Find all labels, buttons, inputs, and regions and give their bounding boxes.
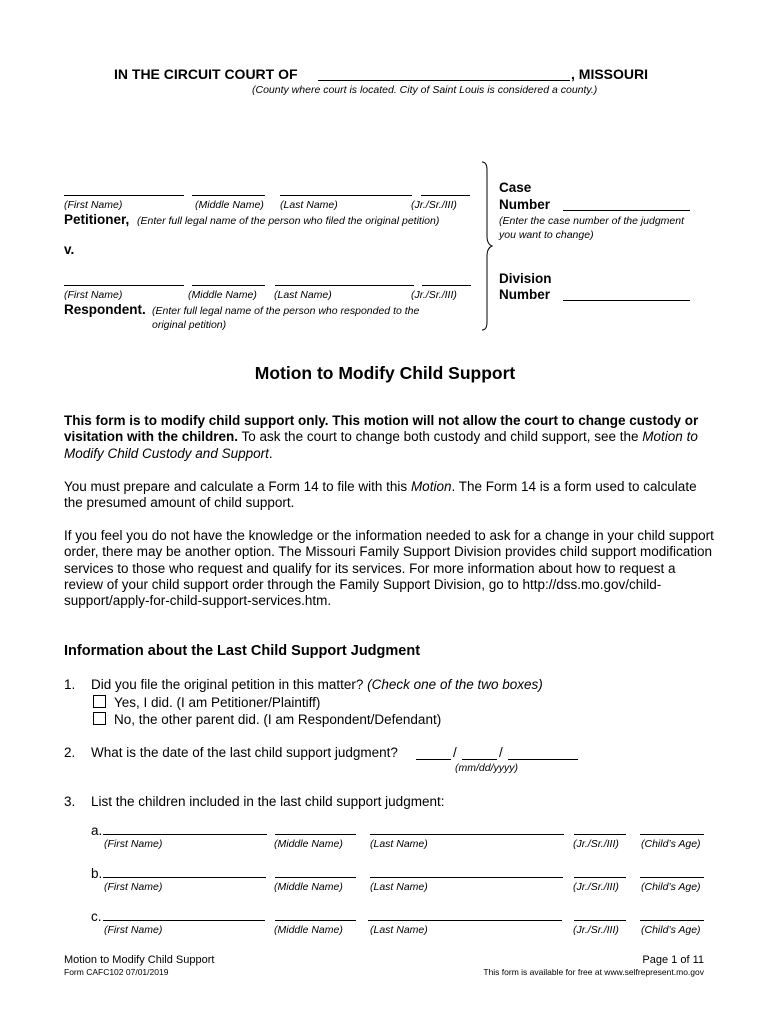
footer-page-number: Page 1 of 11	[642, 954, 704, 966]
respondent-suffix-label: (Jr./Sr./III)	[411, 289, 457, 301]
respondent-first-label: (First Name)	[64, 289, 123, 301]
county-blank[interactable]	[318, 80, 570, 81]
division-label-1: Division	[499, 271, 552, 286]
child-c-middle-blank[interactable]	[275, 920, 356, 921]
child-b-last-label: (Last Name)	[370, 881, 428, 893]
case-label-2: Number	[499, 197, 551, 212]
petitioner-suffix-blank[interactable]	[421, 195, 470, 196]
child-c-last-label: (Last Name)	[370, 924, 428, 936]
petitioner-suffix-label: (Jr./Sr./III)	[411, 199, 457, 211]
checkbox-no[interactable]	[93, 712, 106, 725]
child-b-suffix-label: (Jr./Sr./III)	[573, 881, 619, 893]
petitioner-first-label: (First Name)	[64, 199, 123, 211]
respondent-first-blank[interactable]	[64, 285, 184, 286]
footer-title: Motion to Modify Child Support	[64, 954, 215, 966]
child-c-first-blank[interactable]	[103, 920, 265, 921]
child-c-age-label: (Child’s Age)	[641, 924, 701, 936]
division-number-blank[interactable]	[563, 300, 690, 301]
child-b-age-label: (Child’s Age)	[641, 881, 701, 893]
respondent-last-label: (Last Name)	[274, 289, 332, 301]
section-heading: Information about the Last Child Support Judgment	[64, 643, 421, 659]
intro-paragraph-3: If you feel you do not have the knowledge or the information needed to ask for a change in your child support order, there may be another option. The Missouri Family Support Division provides child support modification services to those who request and qualify for its services. For more information about how to request a review of your child support order through the Family Support Division, go to http://dss.mo.gov/child-support/apply-for-child-support-services.htm.	[64, 528, 714, 609]
petitioner-last-label: (Last Name)	[280, 199, 338, 211]
child-a-middle-blank[interactable]	[275, 834, 356, 835]
child-c-last-blank[interactable]	[368, 920, 562, 921]
date-year-blank[interactable]	[508, 759, 578, 760]
respondent-suffix-blank[interactable]	[422, 285, 471, 286]
court-note: (County where court is located. City of Saint Louis is considered a county.)	[252, 84, 598, 96]
child-b-middle-blank[interactable]	[275, 877, 356, 878]
checkbox-yes[interactable]	[93, 695, 106, 708]
child-c-first-label: (First Name)	[104, 924, 163, 936]
child-a-suffix-blank[interactable]	[574, 834, 626, 835]
petitioner-label: Petitioner,	[64, 212, 130, 227]
date-month-blank[interactable]	[416, 759, 451, 760]
q3-number: 3.	[64, 794, 76, 809]
intro-paragraph-2	[64, 479, 704, 512]
respondent-middle-label: (Middle Name)	[188, 289, 257, 301]
intro-p1-end: .	[268, 445, 273, 461]
child-c-age-blank[interactable]	[640, 920, 704, 921]
child-c-suffix-blank[interactable]	[574, 920, 626, 921]
date-slash-1: /	[453, 745, 457, 760]
child-a-last-blank[interactable]	[370, 834, 564, 835]
q1-option-yes-label: Yes, I did. (I am Petitioner/Plaintiff)	[114, 695, 321, 710]
q1-question: Did you file the original petition in this matter?	[91, 677, 368, 692]
case-note-1: (Enter the case number of the judgment	[499, 215, 685, 227]
child-a-last-label: (Last Name)	[370, 838, 428, 850]
court-heading-right: , MISSOURI	[571, 66, 649, 82]
intro-paragraph-1	[64, 413, 710, 462]
child-a-first-blank[interactable]	[103, 834, 267, 835]
case-note-2: you want to change)	[499, 229, 594, 241]
child-b-first-blank[interactable]	[103, 877, 266, 878]
division-label-2: Number	[499, 287, 551, 302]
q1-option-no[interactable]	[93, 712, 441, 728]
date-slash-2: /	[499, 745, 503, 760]
petitioner-middle-blank[interactable]	[192, 195, 265, 196]
caption-brace	[478, 160, 496, 332]
q1-instruction: (Check one of the two boxes)	[367, 677, 543, 692]
child-b-middle-label: (Middle Name)	[274, 881, 343, 893]
child-b-suffix-blank[interactable]	[574, 877, 626, 878]
intro-p2-italic: Motion	[410, 479, 452, 494]
respondent-label: Respondent.	[64, 302, 146, 317]
versus-label: v.	[64, 242, 75, 257]
case-number-blank[interactable]	[563, 210, 690, 211]
case-label-1: Case	[499, 180, 532, 195]
child-a-age-label: (Child’s Age)	[641, 838, 701, 850]
child-c-middle-label: (Middle Name)	[274, 924, 343, 936]
child-b-letter: b.	[91, 866, 103, 881]
intro-p1-bold: This form is to modify child support only. This motion will not allow the court to change custody or visitation with the children.	[64, 413, 699, 445]
respondent-last-blank[interactable]	[275, 285, 414, 286]
petitioner-note: (Enter full legal name of the person who filed the original petition)	[137, 215, 440, 227]
child-a-middle-label: (Middle Name)	[274, 838, 343, 850]
q1-text	[91, 677, 543, 693]
q3-text: List the children included in the last child support judgment:	[91, 794, 445, 809]
date-format-label: (mm/dd/yyyy)	[455, 762, 518, 774]
court-heading-left: IN THE CIRCUIT COURT OF	[114, 66, 298, 82]
document-title: Motion to Modify Child Support	[254, 363, 516, 383]
respondent-note-1: (Enter full legal name of the person who responded to the	[152, 305, 420, 317]
q2-number: 2.	[64, 745, 76, 760]
footer-availability: This form is available for free at www.selfrepresent.mo.gov	[483, 967, 704, 977]
date-day-blank[interactable]	[462, 759, 497, 760]
q1-option-yes[interactable]	[93, 695, 320, 711]
petitioner-first-blank[interactable]	[64, 195, 184, 196]
footer-form-number: Form CAFC102 07/01/2019	[64, 967, 169, 977]
intro-p1-rest: To ask the court to change both custody and child support, see the	[238, 429, 643, 445]
petitioner-middle-label: (Middle Name)	[195, 199, 264, 211]
child-b-age-blank[interactable]	[640, 877, 704, 878]
respondent-middle-blank[interactable]	[192, 285, 265, 286]
child-c-suffix-label: (Jr./Sr./III)	[573, 924, 619, 936]
child-a-age-blank[interactable]	[640, 834, 704, 835]
child-a-letter: a.	[91, 823, 103, 838]
petitioner-last-blank[interactable]	[280, 195, 412, 196]
intro-p2-b: . The Form 14 is a form used to calculate the presumed amount of child support.	[64, 479, 697, 511]
child-b-last-blank[interactable]	[370, 877, 563, 878]
q1-option-no-label: No, the other parent did. (I am Respondent/Defendant)	[114, 712, 442, 727]
child-a-first-label: (First Name)	[104, 838, 163, 850]
child-c-letter: c.	[91, 909, 102, 924]
child-b-first-label: (First Name)	[104, 881, 163, 893]
respondent-note-2: original petition)	[152, 319, 227, 331]
intro-p1-italic: Motion to Modify Child Custody and Support	[64, 429, 698, 461]
q1-number: 1.	[64, 677, 76, 692]
child-a-suffix-label: (Jr./Sr./III)	[573, 838, 619, 850]
q2-text: What is the date of the last child support judgment?	[91, 745, 398, 760]
intro-p2-a: You must prepare and calculate a Form 14 to file with this	[64, 479, 411, 494]
